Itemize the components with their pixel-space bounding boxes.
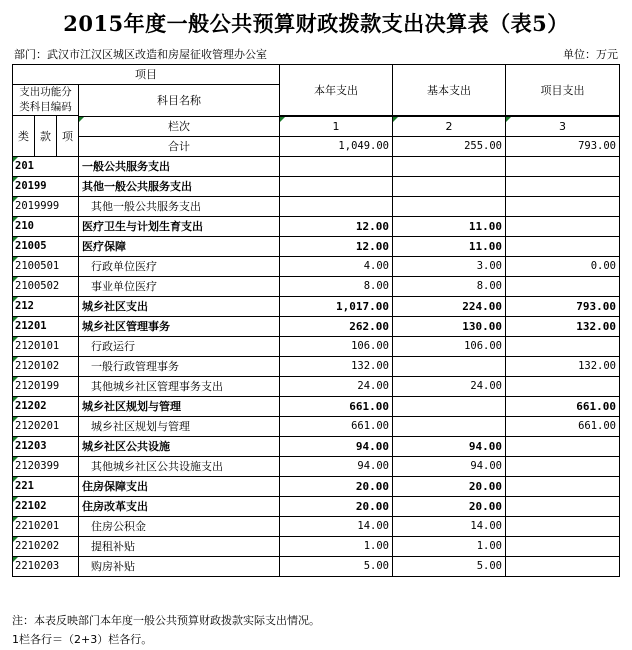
header-lei: 类 [13, 116, 35, 157]
row-value-v3 [506, 497, 620, 517]
row-code: 21201 [13, 317, 79, 337]
row-value-v1: 20.00 [280, 477, 393, 497]
unit-label: 单位：万元 [563, 48, 618, 61]
col-no-2: 2 [393, 117, 506, 137]
row-value-v2: 20.00 [393, 477, 506, 497]
row-value-v2: 3.00 [393, 257, 506, 277]
row-value-v3 [506, 217, 620, 237]
row-code: 2210203 [13, 557, 79, 577]
row-value-v2: 94.00 [393, 457, 506, 477]
table-row [13, 437, 620, 457]
header-basic: 基本支出 [393, 65, 506, 116]
row-value-v2: 8.00 [393, 277, 506, 297]
row-subject-name: 医疗卫生与计划生育支出 [79, 217, 280, 237]
row-value-v1: 661.00 [280, 417, 393, 437]
row-value-v3 [506, 517, 620, 537]
row-code: 21203 [13, 437, 79, 457]
row-value-v1: 262.00 [280, 317, 393, 337]
row-value-v3 [506, 277, 620, 297]
header-subject-name: 科目名称 [79, 85, 280, 117]
row-value-v3 [506, 237, 620, 257]
row-code: 2120199 [13, 377, 79, 397]
row-value-v1: 20.00 [280, 497, 393, 517]
row-value-v1: 132.00 [280, 357, 393, 377]
row-value-v2: 224.00 [393, 297, 506, 317]
row-value-v3 [506, 337, 620, 357]
row-value-v3 [506, 197, 620, 217]
row-value-v1 [280, 177, 393, 197]
row-value-v1: 661.00 [280, 397, 393, 417]
total-project: 793.00 [506, 137, 620, 157]
row-value-v2: 20.00 [393, 497, 506, 517]
row-subject-name: 其他城乡社区公共设施支出 [79, 457, 280, 477]
row-value-v1: 4.00 [280, 257, 393, 277]
table-row [13, 237, 620, 257]
row-value-v2: 5.00 [393, 557, 506, 577]
total-current-year: 1,049.00 [280, 137, 393, 157]
row-subject-name: 行政单位医疗 [79, 257, 280, 277]
row-value-v3 [506, 457, 620, 477]
table-row [13, 397, 620, 417]
header-func-code: 支出功能分类科目编码 [13, 85, 79, 116]
row-value-v1: 106.00 [280, 337, 393, 357]
row-value-v2 [393, 417, 506, 437]
table-row [13, 217, 620, 237]
row-code: 201 [13, 157, 79, 177]
table-row [13, 257, 620, 277]
row-subject-name: 其他城乡社区管理事务支出 [79, 377, 280, 397]
row-subject-name: 其他一般公共服务支出 [79, 197, 280, 217]
row-subject-name: 住房保障支出 [79, 477, 280, 497]
table-row [13, 477, 620, 497]
row-value-v1: 94.00 [280, 437, 393, 457]
row-value-v3 [506, 377, 620, 397]
row-code: 2100502 [13, 277, 79, 297]
row-value-v3: 661.00 [506, 397, 620, 417]
row-subject-name: 提租补贴 [79, 537, 280, 557]
table-row [13, 357, 620, 377]
note-line-1: 注：本表反映部门本年度一般公共预算财政拨款实际支出情况。 [12, 614, 320, 627]
row-subject-name: 城乡社区支出 [79, 297, 280, 317]
row-subject-name: 行政运行 [79, 337, 280, 357]
table-row [13, 497, 620, 517]
row-value-v2 [393, 397, 506, 417]
row-value-v1: 12.00 [280, 217, 393, 237]
row-value-v1: 94.00 [280, 457, 393, 477]
row-subject-name: 一般行政管理事务 [79, 357, 280, 377]
table-row [13, 557, 620, 577]
row-value-v3 [506, 477, 620, 497]
department-label: 部门：武汉市江汉区城区改造和房屋征收管理办公室 [14, 48, 267, 61]
row-value-v2: 11.00 [393, 217, 506, 237]
row-value-v3 [506, 437, 620, 457]
row-value-v2: 1.00 [393, 537, 506, 557]
row-value-v3: 661.00 [506, 417, 620, 437]
row-subject-name: 一般公共服务支出 [79, 157, 280, 177]
row-code: 2100501 [13, 257, 79, 277]
row-code: 2019999 [13, 197, 79, 217]
row-value-v2 [393, 177, 506, 197]
report-title: 2015年度一般公共预算财政拨款支出决算表（表5） [63, 11, 569, 36]
table-row [13, 177, 620, 197]
row-value-v2 [393, 197, 506, 217]
lanci-label: 栏次 [79, 117, 280, 137]
row-value-v3: 132.00 [506, 357, 620, 377]
row-subject-name: 城乡社区规划与管理 [79, 397, 280, 417]
table-row [13, 157, 620, 177]
row-value-v1: 1.00 [280, 537, 393, 557]
col-no-1: 1 [280, 117, 393, 137]
row-code: 210 [13, 217, 79, 237]
table-row [13, 337, 620, 357]
row-value-v2: 14.00 [393, 517, 506, 537]
row-subject-name: 其他一般公共服务支出 [79, 177, 280, 197]
row-subject-name: 医疗保障 [79, 237, 280, 257]
row-value-v1 [280, 157, 393, 177]
row-code: 21202 [13, 397, 79, 417]
row-subject-name: 住房公积金 [79, 517, 280, 537]
row-value-v2: 130.00 [393, 317, 506, 337]
row-value-v2 [393, 157, 506, 177]
row-code: 2120101 [13, 337, 79, 357]
total-basic: 255.00 [393, 137, 506, 157]
table-row [13, 297, 620, 317]
table-row [13, 377, 620, 397]
row-value-v3: 0.00 [506, 257, 620, 277]
expenditure-table [12, 64, 620, 577]
total-label: 合计 [79, 137, 280, 157]
row-value-v1: 1,017.00 [280, 297, 393, 317]
table-row [13, 277, 620, 297]
row-value-v2: 11.00 [393, 237, 506, 257]
row-value-v1 [280, 197, 393, 217]
row-value-v3: 793.00 [506, 297, 620, 317]
row-code: 2210201 [13, 517, 79, 537]
row-code: 2210202 [13, 537, 79, 557]
row-value-v2: 94.00 [393, 437, 506, 457]
row-value-v1: 12.00 [280, 237, 393, 257]
row-value-v1: 24.00 [280, 377, 393, 397]
row-subject-name: 事业单位医疗 [79, 277, 280, 297]
row-code: 2120399 [13, 457, 79, 477]
row-code: 221 [13, 477, 79, 497]
row-subject-name: 购房补贴 [79, 557, 280, 577]
row-value-v3 [506, 177, 620, 197]
header-current-year: 本年支出 [280, 65, 393, 116]
row-code: 20199 [13, 177, 79, 197]
table-row [13, 317, 620, 337]
row-code: 212 [13, 297, 79, 317]
row-value-v1: 5.00 [280, 557, 393, 577]
row-code: 22102 [13, 497, 79, 517]
table-row [13, 517, 620, 537]
header-kuan: 款 [35, 116, 57, 157]
table-row [13, 537, 620, 557]
header-project-expense: 项目支出 [506, 65, 620, 116]
row-code: 2120102 [13, 357, 79, 377]
table-row [13, 417, 620, 437]
row-value-v1: 14.00 [280, 517, 393, 537]
note-line-2: 1栏各行＝（2+3）栏各行。 [12, 633, 153, 646]
row-value-v2 [393, 357, 506, 377]
row-value-v3 [506, 557, 620, 577]
header-project: 项目 [13, 65, 280, 85]
header-xiang: 项 [57, 116, 79, 157]
row-subject-name: 住房改革支出 [79, 497, 280, 517]
row-value-v2: 106.00 [393, 337, 506, 357]
row-code: 21005 [13, 237, 79, 257]
row-value-v2: 24.00 [393, 377, 506, 397]
row-value-v3 [506, 157, 620, 177]
row-value-v3 [506, 537, 620, 557]
row-value-v3: 132.00 [506, 317, 620, 337]
row-code: 2120201 [13, 417, 79, 437]
row-subject-name: 城乡社区管理事务 [79, 317, 280, 337]
col-no-3: 3 [506, 117, 620, 137]
row-value-v1: 8.00 [280, 277, 393, 297]
table-row [13, 457, 620, 477]
table-row [13, 197, 620, 217]
row-subject-name: 城乡社区规划与管理 [79, 417, 280, 437]
row-subject-name: 城乡社区公共设施 [79, 437, 280, 457]
